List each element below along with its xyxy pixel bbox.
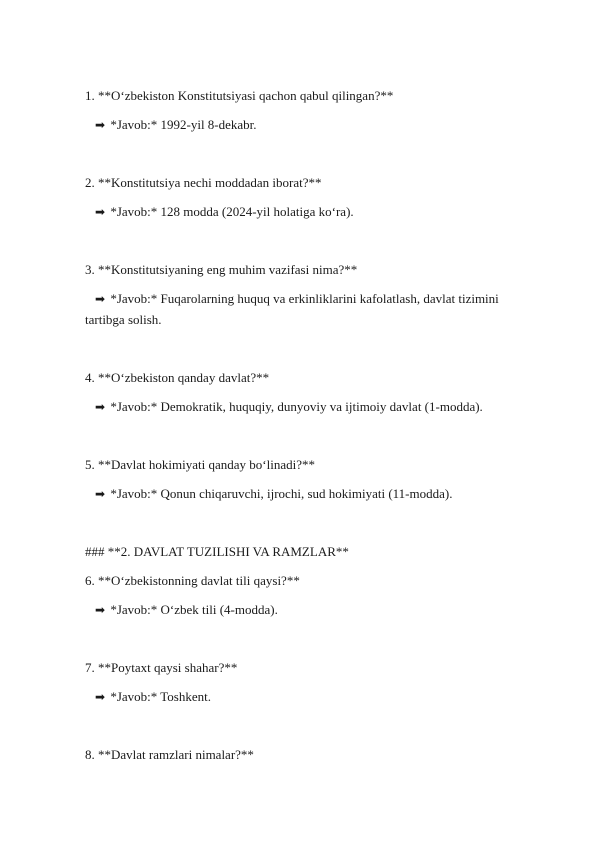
answer-text: *Javob:* Qonun chiqaruvchi, ijrochi, sud hokimiyati (11-modda).: [110, 486, 453, 501]
question-3: 3. **Konstitutsiyaning eng muhim vazifasi nima?**: [85, 262, 358, 277]
answer-text: *Javob:* Demokratik, huquqiy, dunyoviy va ijtimoiy davlat (1-modda).: [110, 399, 483, 414]
question-7: 7. **Poytaxt qaysi shahar?**: [85, 660, 238, 675]
answer-text: *Javob:* 128 modda (2024-yil holatiga ko‘ra).: [110, 204, 354, 219]
right-arrow-icon: ➡: [95, 487, 106, 501]
answer-4: [95, 399, 483, 415]
answer-3-continuation: tartibga solish.: [85, 312, 162, 327]
question-8: 8. **Davlat ramzlari nimalar?**: [85, 747, 254, 762]
answer-5: [95, 486, 452, 502]
question-5: 5. **Davlat hokimiyati qanday bo‘linadi?**: [85, 457, 315, 472]
question-2: 2. **Konstitutsiya nechi moddadan iborat?**: [85, 175, 322, 190]
answer-3: [95, 291, 499, 307]
question-4: 4. **O‘zbekiston qanday davlat?**: [85, 370, 270, 385]
answer-7: [95, 689, 211, 705]
answer-1: [95, 117, 257, 133]
right-arrow-icon: ➡: [95, 205, 106, 219]
answer-6: [95, 602, 278, 618]
question-6: 6. **O‘zbekistonning davlat tili qaysi?**: [85, 573, 300, 588]
answer-2: [95, 204, 354, 220]
answer-text: *Javob:* O‘zbek tili (4-modda).: [110, 602, 278, 617]
right-arrow-icon: ➡: [95, 690, 106, 704]
section-heading: ### **2. DAVLAT TUZILISHI VA RAMZLAR**: [85, 544, 349, 559]
question-1: 1. **O‘zbekiston Konstitutsiyasi qachon qabul qilingan?**: [85, 88, 394, 103]
answer-text: *Javob:* 1992-yil 8-dekabr.: [110, 117, 257, 132]
right-arrow-icon: ➡: [95, 400, 106, 414]
right-arrow-icon: ➡: [95, 603, 106, 617]
answer-text: *Javob:* Fuqarolarning huquq va erkinliklarini kafolatlash, davlat tizimini: [110, 291, 499, 306]
answer-text: *Javob:* Toshkent.: [110, 689, 211, 704]
right-arrow-icon: ➡: [95, 118, 106, 132]
right-arrow-icon: ➡: [95, 292, 106, 306]
